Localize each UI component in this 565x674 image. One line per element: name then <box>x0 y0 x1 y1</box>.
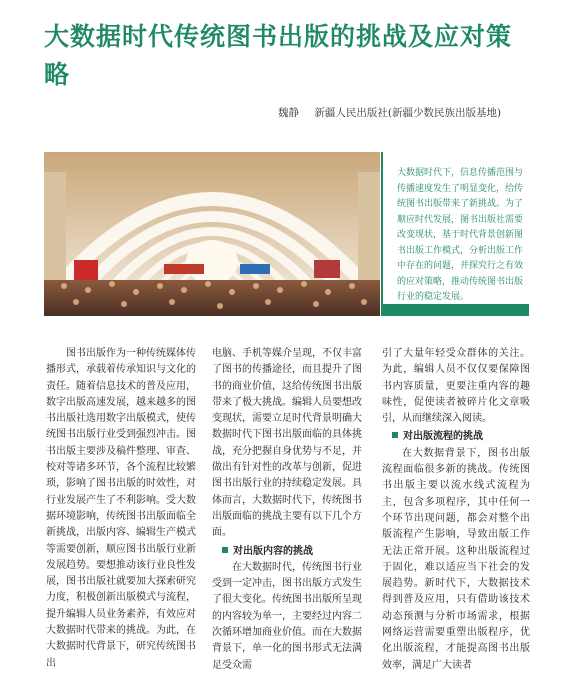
paragraph: 引了大量年轻受众群体的关注。为此，编辑人员不仅仅要保障图书内容质量，更要注重内容的趣味性，促使读者被碎片化文章吸引，从而继续深入阅读。 <box>382 348 530 425</box>
exhibition-hall-photo <box>44 152 380 316</box>
body-column-1 <box>46 346 196 672</box>
hall-illustration <box>44 152 380 316</box>
body-column-2 <box>212 346 362 674</box>
paragraph: 图书出版作为一种传统媒体传播形式，承载着传承知识与文化的责任。随着信息技术的普及应用，数字出版高速发展，越来越多的图书出版社选用数字出版模式，使传统图书出版行业受到强烈冲击。图书出版主要涉及稿件整理、审查、校对等诸多环节，各个流程比较繁琐，影响了图书出版的时效性，对行业发展产生了不利影响。受大数据环境影响，传统图书出版面临全新挑战，出版内容、编辑生产模式等需要创新，顺应图书出版行业新发展趋势。要想推动该行业良性发展，图书出版社就要加大探索研究力度，积极创新出版模式与流程，提升编辑人员业务素养，有效应对大数据时代带来的挑战。为此，在大数据时代背景下，研究传统图书出 <box>46 348 196 669</box>
paragraph: 在大数据时代，传统图书行业受到一定冲击，图书出版方式发生了很大变化。传统图书出版所呈现的内容较为单一，主要经过内容二次循环增加商业价值。而在大数据背景下，单一化的图书形式无法满足受众需 <box>212 561 362 671</box>
section-heading: 对出版内容的挑战 <box>212 544 362 560</box>
abstract-box <box>381 152 529 316</box>
abstract-text: 大数据时代下，信息传播范围与传播速度发生了明显变化，给传统图书出版带来了新挑战。为了顺应时代发展，图书出版社需要改变现状，基于时代背景创新图书出版工作模式，分析出版工作中存在的问题，并探究行之有效的应对策略，推动传统图书出版行业的稳定发展。 <box>397 168 524 302</box>
paragraph: 在大数据背景下，图书出版流程面临很多新的挑战。传统图书出版主要以流水线式流程为主，包含多项程序，其中任何一个环节出现问题，都会对整个出版流程产生影响，导致出版工作无法正常开展。这种出版流程过于固化，难以适应当下社会的发展趋势。新时代下，大数据技术得到普及应用，只有借助该技术动态预测与分析市场需求，根据网络运营需要重塑出版程序，优化出版流程，才能提高图书出版效率，满足广大读者 <box>382 447 530 671</box>
paragraph: 电脑、手机等媒介呈现，不仅丰富了图书的传播途径，而且提升了图书的商业价值，这给传统图书出版带来了极大挑战。编辑人员要想改变现状，需要立足时代背景明确大数据时代下图书出版面临的具体挑战，充分把握自身优势与不足，并做出有针对性的改革与创新，促进图书出版行业的持续稳定发展。具体而言，大数据时代下，传统图书出版面临的挑战主要有以下几个方面。 <box>212 348 362 539</box>
author-affiliation: 新疆人民出版社(新疆少数民族出版基地) <box>314 107 502 119</box>
body-column-3 <box>382 346 530 674</box>
byline <box>278 105 546 120</box>
article-title: 大数据时代传统图书出版的挑战及应对策略 <box>44 22 513 89</box>
section-heading: 对出版流程的挑战 <box>382 429 530 445</box>
square-bullet-icon <box>222 547 228 553</box>
abstract-divider <box>381 152 383 304</box>
abstract-accent-bar <box>381 304 529 316</box>
square-bullet-icon <box>392 432 398 438</box>
author-name: 魏静 <box>278 107 299 119</box>
